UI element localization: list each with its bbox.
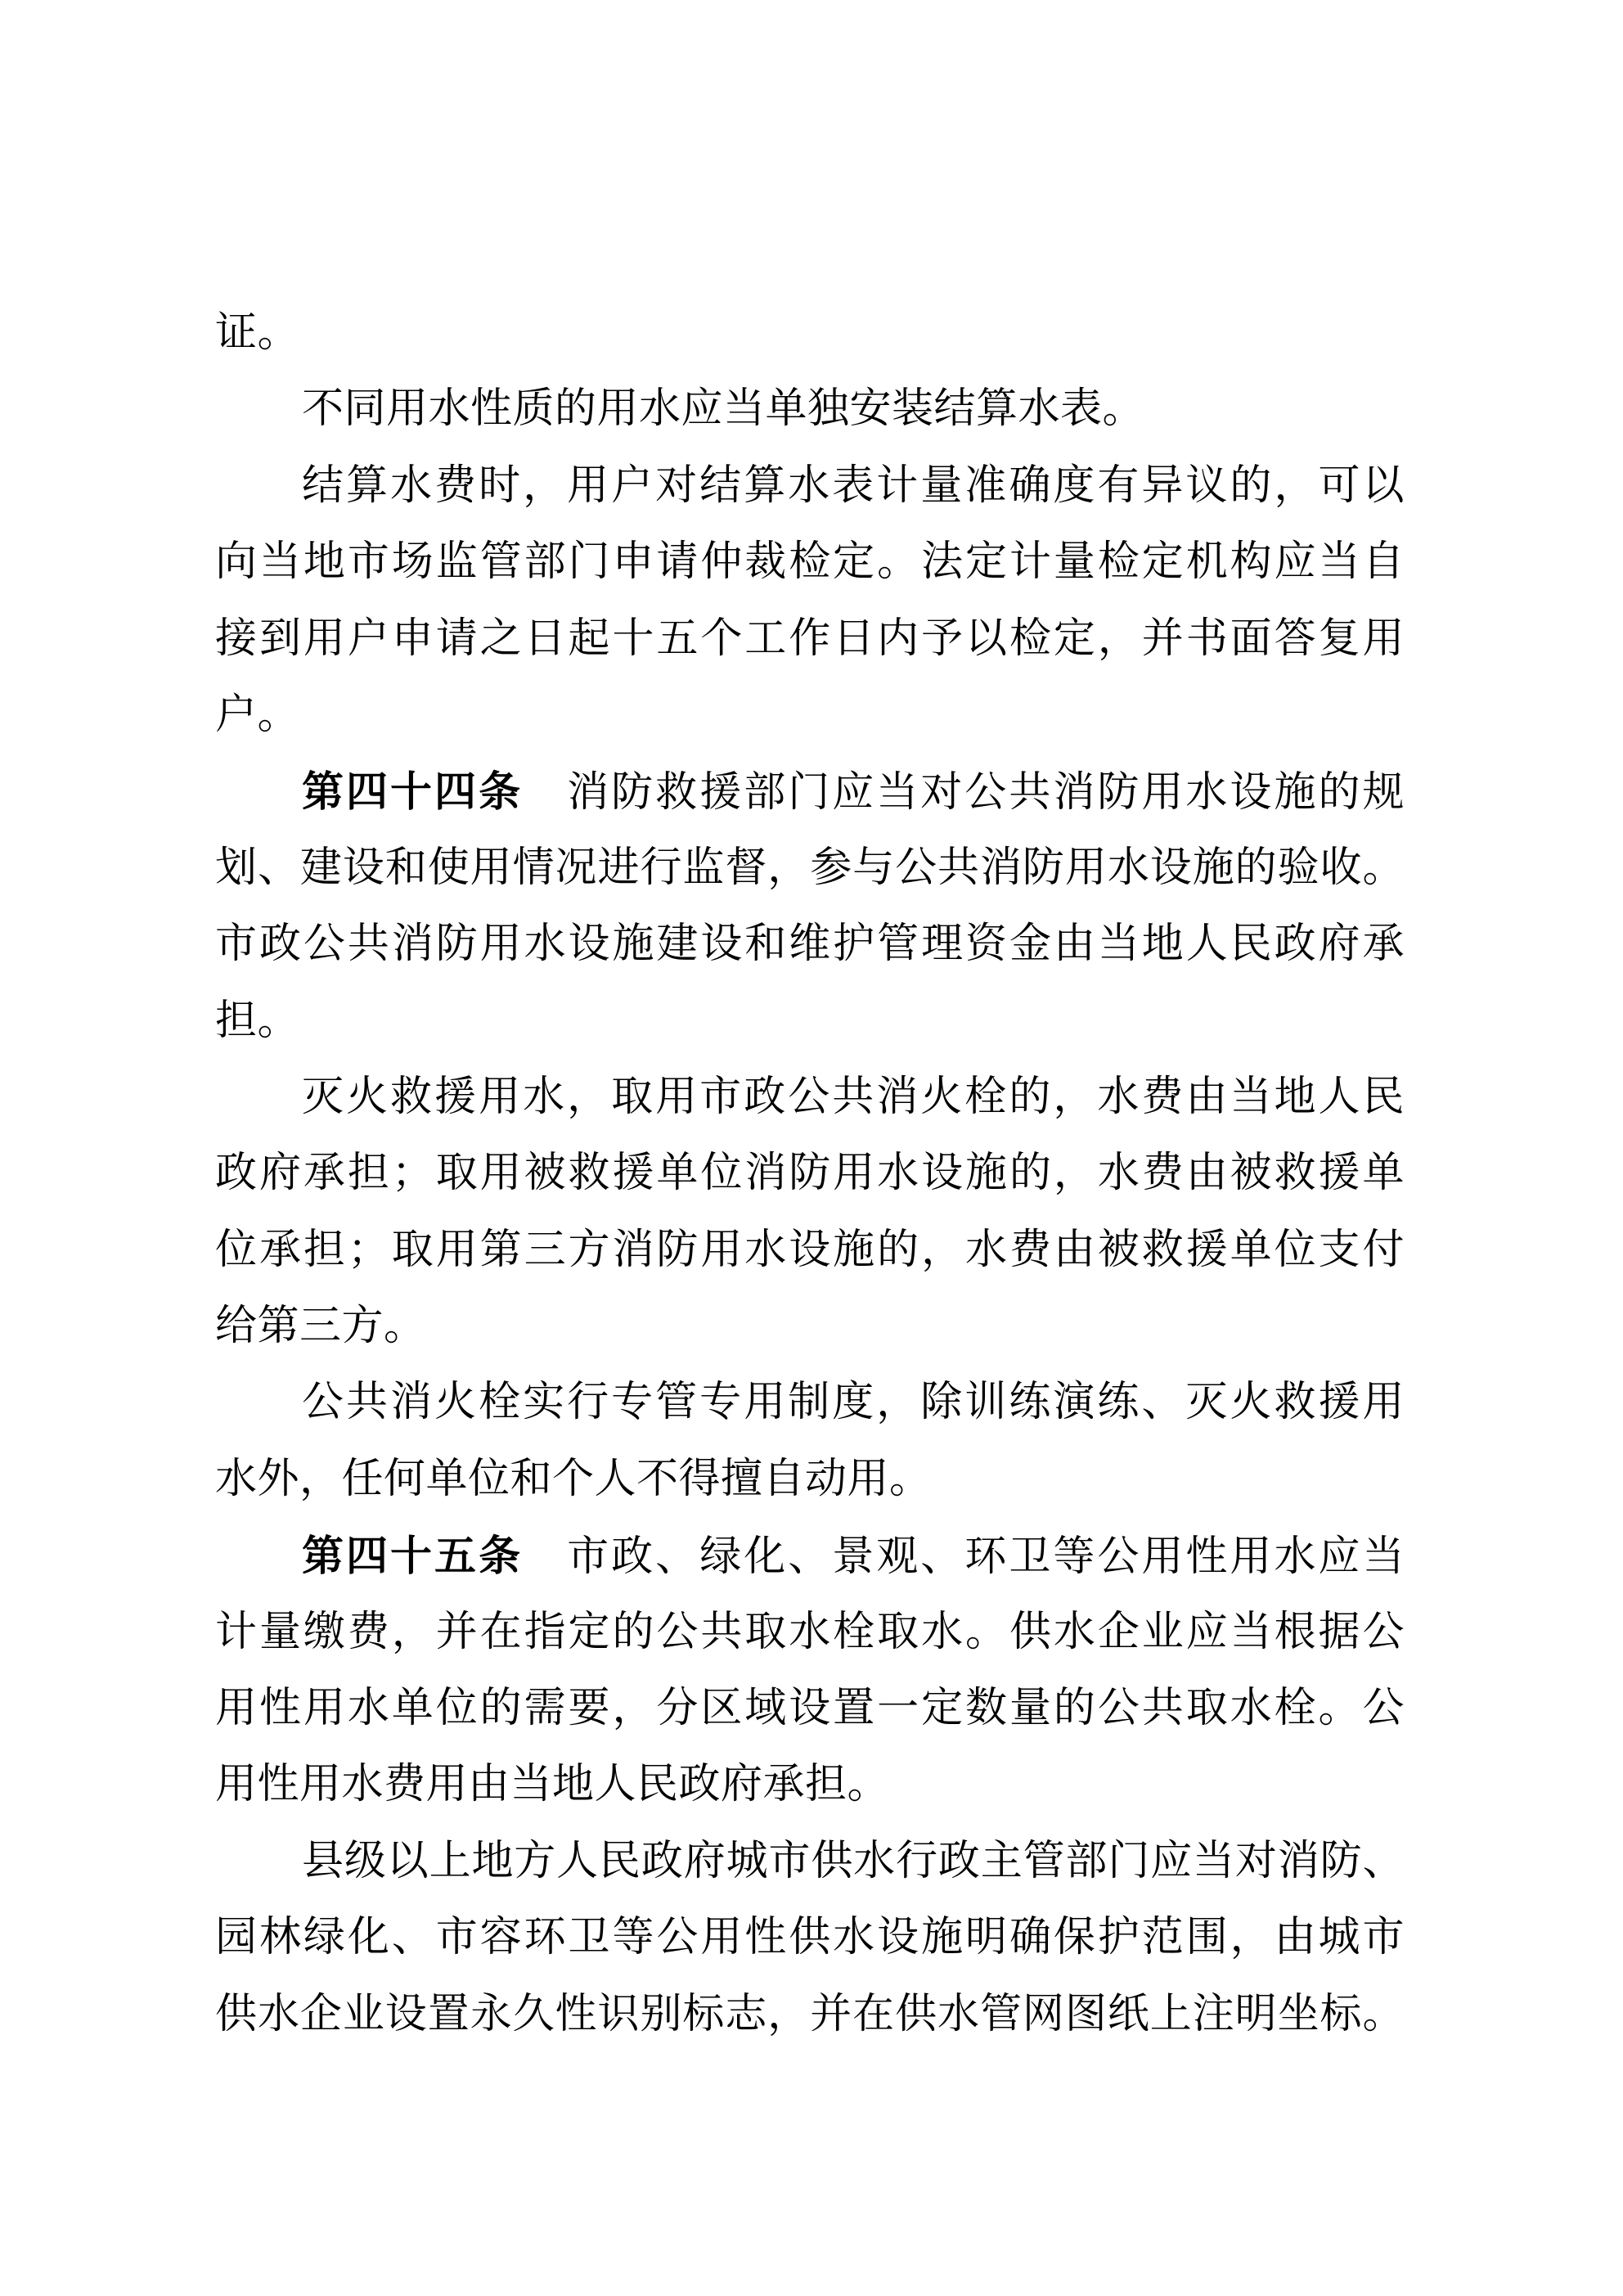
text-line [215,448,1405,524]
text-run: 供水企业设置永久性识别标志，并在供水管网图纸上注明坐标。 [215,1991,1405,2037]
text-line [215,1977,1405,2053]
text-run: 水外，任何单位和个人不得擅自动用。 [215,1456,932,1502]
text-line [215,1671,1405,1747]
text-line [215,984,1405,1060]
text-run: 消防救援部门应当对公共消防用水设施的规 [523,770,1405,817]
text-line [215,907,1405,983]
text-line [215,1518,1405,1594]
text-run: 结算水费时，用户对结算水表计量准确度有异议的，可以 [302,462,1405,509]
text-run: 县级以上地方人民政府城市供水行政主管部门应当对消防、 [302,1838,1405,1884]
text-line [215,601,1405,678]
text-run: 市政、绿化、景观、环卫等公用性用水应当 [523,1534,1405,1581]
text-run: 计量缴费，并在指定的公共取水栓取水。供水企业应当根据公 [215,1609,1405,1655]
text-line [215,1442,1405,1518]
text-line [215,1136,1405,1212]
article-number: 第四十四条 [302,768,524,816]
text-line [215,1365,1405,1441]
text-line [215,371,1405,448]
document-text-block [215,295,1405,2053]
text-line [215,1213,1405,1289]
text-line [215,295,1405,371]
text-line [215,1595,1405,1671]
text-line [215,1747,1405,1823]
text-run: 园林绿化、市容环卫等公用性供水设施明确保护范围，由城市 [215,1915,1405,1961]
text-line [215,754,1405,830]
text-run: 用性用水单位的需要，分区域设置一定数量的公共取水栓。公 [215,1686,1405,1732]
text-line [215,678,1405,754]
text-run: 向当地市场监管部门申请仲裁检定。法定计量检定机构应当自 [215,539,1405,586]
text-run: 接到用户申请之日起十五个工作日内予以检定，并书面答复用 [215,615,1405,662]
text-line [215,524,1405,601]
text-run: 证。 [215,310,300,356]
text-run: 给第三方。 [215,1303,426,1350]
text-line [215,1900,1405,1976]
text-line [215,1289,1405,1365]
text-run: 灭火救援用水，取用市政公共消火栓的，水费由当地人民 [302,1074,1405,1120]
article-number: 第四十五条 [302,1533,524,1580]
text-run: 户。 [215,691,300,738]
text-run: 用性用水费用由当地人民政府承担。 [215,1762,890,1808]
text-run: 担。 [215,997,300,1044]
text-run: 市政公共消防用水设施建设和维护管理资金由当地人民政府承 [215,921,1405,968]
text-run: 位承担；取用第三方消防用水设施的，水费由被救援单位支付 [215,1227,1405,1273]
text-run: 划、建设和使用情况进行监督，参与公共消防用水设施的验收。 [215,844,1405,891]
text-line [215,831,1405,907]
text-run: 公共消火栓实行专管专用制度，除训练演练、灭火救援用 [302,1380,1405,1426]
text-line [215,1060,1405,1136]
text-run: 政府承担；取用被救援单位消防用水设施的，水费由被救援单 [215,1150,1405,1197]
text-run: 不同用水性质的用水应当单独安装结算水表。 [302,386,1145,433]
text-line [215,1824,1405,1900]
